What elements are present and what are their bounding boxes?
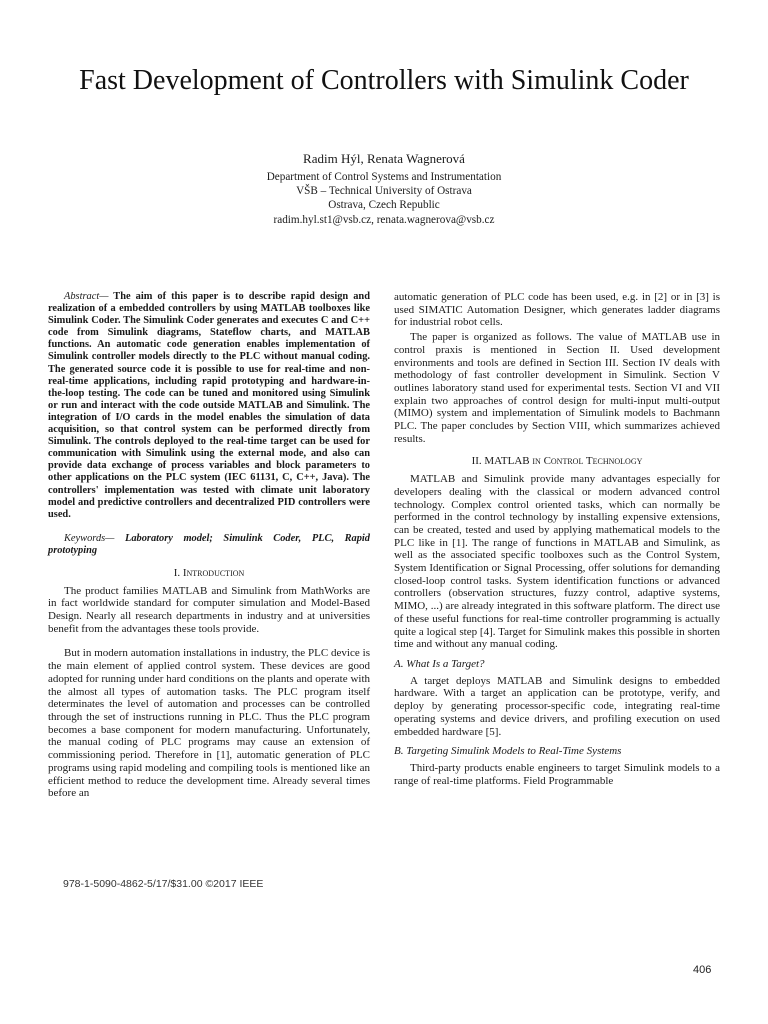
organization-paragraph: The paper is organized as follows. The value of MATLAB use in control praxis is mentioned in Section II. Used development environments and tools are defined in Section III. Section IV deals with methodology of fast controller development in Simulink. Section V outlines laboratory stand used for experimental tests. Section VI and VII explain two approaches of control design for multi-input multi-output (MIMO) system and implementation of Simulink models to Bachmann PLC. The paper concludes by Section VIII, which summarizes achieved results. [394, 331, 720, 445]
authors: Radim Hýl, Renata Wagnerová [303, 151, 465, 166]
matlab-paragraph: MATLAB and Simulink provide many advantages especially for developers dealing with the classical or modern advanced control technology. Complex control oriented tasks, which can normally be performed in the control technology by installing expensive extensions, can be created, tested and used by applying mathematical models to the PLC like in [1]. The range of functions in MATLAB and Simulink, as well as the associated specific toolboxes such as the Control System, System Identification or Signal Processing, offer solutions for demanding closed-loop control tasks. System identification functions or advanced controllers (observation structures, fuzzy control, adaptive systems, MIMO, ...) are already integrated in this software platform. The direct use of these useful functions for real-time controller programming is actually quite a logical step [4]. Target for Simulink makes this possible in shorten time and without any manual coding. [394, 473, 720, 651]
realtime-paragraph: Third-party products enable engineers to target Simulink models to a range of real-time platforms. Field Programmable [394, 761, 720, 787]
copyright-footer: 978-1-5090-4862-5/17/$31.00 ©2017 IEEE [63, 878, 264, 890]
affiliation-university: VŠB – Technical University of Ostrava [296, 185, 472, 198]
section-heading-matlab: II. MATLAB in Control Technology [471, 455, 643, 468]
intro-paragraph-1: The product families MATLAB and Simulink from MathWorks are in fact worldwide standard for computer simulation and Model-Based Design. Nearly all research departments in industry and at universities benefit from the advantages these tools provide. [48, 584, 370, 635]
right-column [394, 291, 720, 787]
paper-title: Fast Development of Controllers with Simulink Coder [79, 65, 689, 96]
intro-paragraph-2: But in modern automation installations in industry, the PLC device is the main element of applied control system. These devices are good adopted for running under hard conditions on the plants and operate with the almost all types of automation tasks. The PLC program itself determinates the level of automation and processes can be controlled through the set of instructions running in PLC. Thus the PLC program becomes a base component for modern manufacturing. Unfortunately, the manual coding of PLC programs may cause an extension of commissioning period. Therefore in [1], automatic generation of PLC programs using rapid modeling and compiling tools is mentioned like an efficient method to reduce the development time. Already several times before an [48, 647, 370, 800]
abstract-lead: Abstract— [64, 291, 109, 302]
affiliation-city: Ostrava, Czech Republic [328, 199, 440, 212]
intro-paragraph-continued: automatic generation of PLC code has been used, e.g. in [2] or in [3] is used SIMATIC Automation Designer, which generates ladder diagrams for industrial robot cells. [394, 291, 720, 329]
target-paragraph: A target deploys MATLAB and Simulink designs to embedded hardware. With a target an application can be prototype, verify, and deploy by generating processor-specific code, integrating real-time operating systems and device drivers, and profiling execution on used embedded hardware [5]. [394, 674, 720, 738]
abstract [48, 291, 370, 521]
keywords [48, 533, 370, 557]
subsection-heading-realtime: B. Targeting Simulink Models to Real-Time Systems [394, 745, 622, 758]
section-heading-introduction: I. Introduction [173, 566, 245, 579]
keywords-text: Laboratory model; Simulink Coder, PLC, Rapid prototyping [48, 532, 370, 556]
subsection-heading-target: A. What Is a Target? [394, 657, 485, 670]
affiliation-email[interactable]: radim.hyl.st1@vsb.cz, renata.wagnerova@vsb.cz [273, 213, 495, 226]
keywords-lead: Keywords— [64, 532, 115, 544]
page-number: 406 [693, 964, 712, 976]
left-column [48, 291, 370, 800]
affiliation [60, 170, 708, 227]
affiliation-department: Department of Control Systems and Instrumentation [266, 171, 502, 183]
abstract-text: The aim of this paper is to describe rapid design and realization of a embedded controllers by using MATLAB toolboxes like Simulink Coder. The Simulink Coder generates and executes C and C++ code from Simulink diagrams, Stateflow charts, and MATLAB functions. An automatic code generation enables implementation of Simulink controller models directly to the PLC without manual coding. The generated source code it is possible to use for real-time and non-real-time applications, including rapid prototyping and hardware-in-the-loop testing. The code can be tuned and monitored using Simulink or run and interact with the code outside MATLAB and Simulink. The integration of I/O cards in the model enables the simulation of data acquisition, so that control system can be performed directly from Simulink. The controls deployed to the real-time target can be used for communication with Simulink using the external mode, and also can provide data exchange of process variables and block parameters to other applications on the PLC system (IEC 61131, C, C++, Java). The controllers' implementation was tested with climate unit laboratory model and predictive controllers and decentralized PID controllers were used. [48, 291, 370, 520]
